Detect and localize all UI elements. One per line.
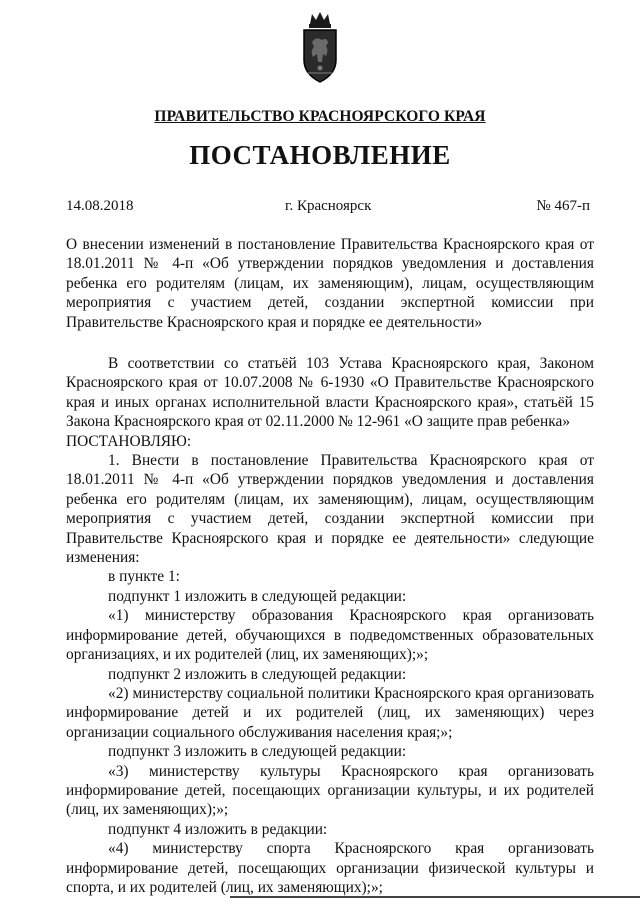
government-name: ПРАВИТЕЛЬСТВО КРАСНОЯРСКОГО КРАЯ (154, 108, 486, 125)
clause-item-subpoint-1-intro: подпункт 1 изложить в следующей редакции: (108, 587, 407, 605)
preamble-paragraph: В соответствии со статьёй 103 Устава Красноярского края, Законом Красноярского края от 10.07.2008 № 6-1930 «О Правительстве Красноярского края и иных органах исполнительной власти Красноярского края», статьёй 15 Закона Красноярского края от 02.11.2000 № 12-961 «О защите прав ребенка» (66, 355, 594, 431)
document-subject: О внесении изменений в постановление Правительства Красноярского края от 18.01.2011 № 4-п «Об утверждении порядков уведомления и доставления ребенка его родителям (лицам, их заменяющим), лицам, осуществляющим мероприятия с участием детей, создании экспертной комиссии при Правительстве Красноярского края и порядке ее деятельности» (66, 236, 594, 331)
document-number: № 467-п (536, 198, 590, 214)
clause-item-subpoint-4-intro: подпункт 4 изложить в редакции: (108, 820, 328, 838)
clause-item-subpoint-2-intro: подпункт 2 изложить в следующей редакции: (108, 665, 407, 683)
document-city: г. Красноярск (285, 198, 372, 214)
document-body (66, 354, 594, 897)
clause-1-paragraph: 1. Внести в постановление Правительства Красноярского края от 18.01.2011 № 4-п «Об утверждении порядков уведомления и доставления ребенка его родителям (лицам, их заменяющим), лицам, осуществляющим мероприятия с участием детей, создании экспертной комиссии при Правительстве Красноярского края и порядке ее деятельности» следующие изменения: (66, 452, 594, 567)
scan-edge-line (230, 896, 640, 898)
clause-item-subpoint-2-text: «2) министерству социальной политики Красноярского края организовать информирование детей и их родителей (лиц, их заменяющих) через организации социального обслуживания населения края;»; (66, 684, 594, 741)
clause-item-point-1: в пункте 1: (108, 568, 180, 586)
clause-item-subpoint-3-text: «3) министерству культуры Красноярского края организовать информирование детей, посещающих организации культуры, и их родителей (лиц, их заменяющих);»; (66, 762, 594, 819)
document-type-title: ПОСТАНОВЛЕНИЕ (189, 140, 451, 170)
coat-of-arms-icon (296, 10, 344, 90)
resolve-heading: ПОСТАНОВЛЯЮ: (66, 432, 192, 450)
clause-item-subpoint-1-text: «1) министерству образования Красноярского края организовать информирование детей, обучающихся в подведомственных образовательных организациях, и их родителей (лиц, их заменяющих);»; (66, 607, 594, 664)
clause-item-subpoint-4-text: «4) министерству спорта Красноярского края организовать информирование детей, посещающих организации физической культуры и спорта, и их родителей (лиц, их заменяющих);»; (66, 840, 594, 896)
clause-item-subpoint-3-intro: подпункт 3 изложить в следующей редакции: (108, 743, 407, 761)
document-date: 14.08.2018 (66, 198, 134, 214)
coat-of-arms-emblem (296, 10, 344, 90)
